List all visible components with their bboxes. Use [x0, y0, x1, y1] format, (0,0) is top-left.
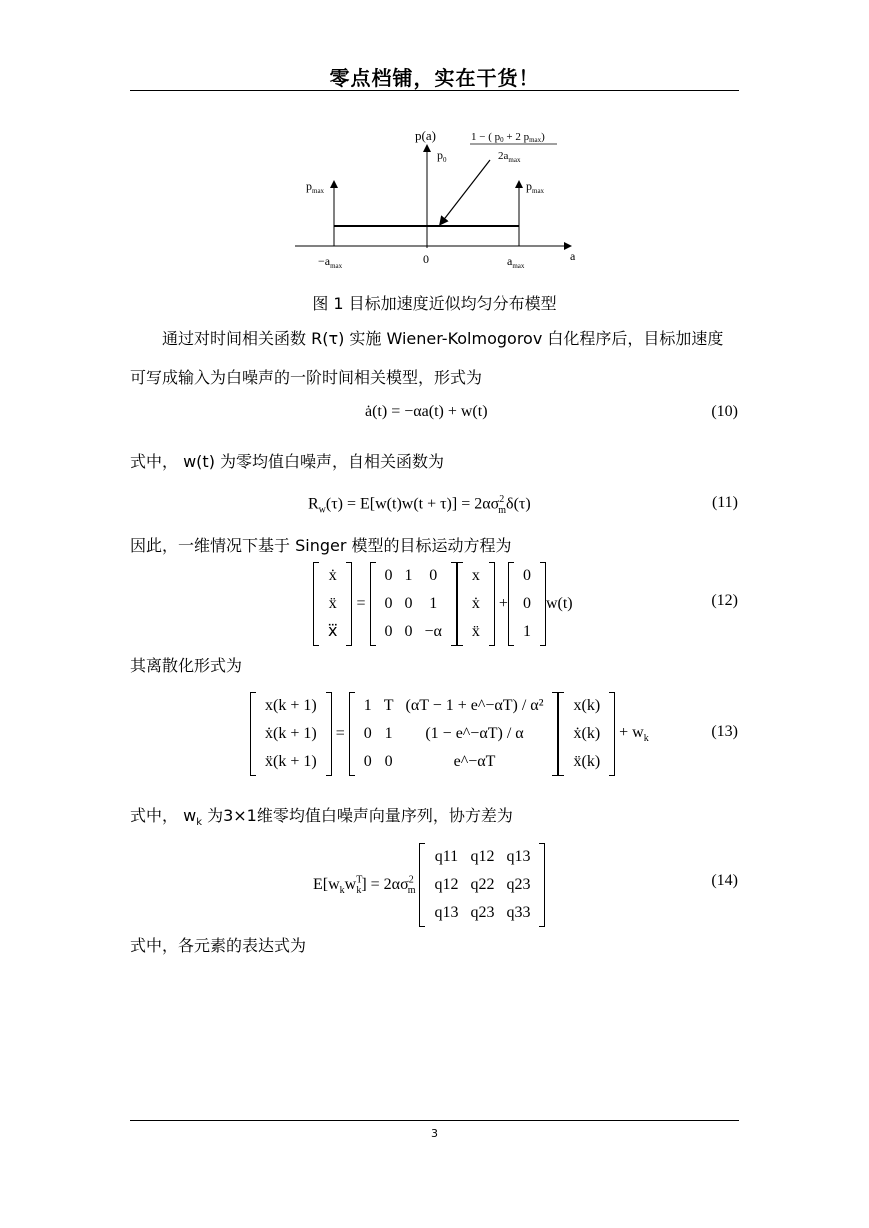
- page-number: 3: [431, 1127, 438, 1140]
- fraction-denominator: $2a_{max}$: [498, 150, 521, 164]
- equation-13-number: (13): [711, 723, 738, 740]
- paragraph-6: 式中，各元素的表达式为: [130, 936, 307, 955]
- pmax-left-label: $p_{max}$: [306, 179, 325, 195]
- header-rule: [130, 90, 739, 91]
- neg-amax-label: $-a_{max}$: [318, 254, 343, 270]
- pmax-right-label: $p_{max}$: [526, 179, 545, 195]
- eq12-input-vector: 0 0 1: [508, 562, 546, 646]
- eq13-state-vector: x(k) ẋ(k) ẍ(k): [558, 692, 615, 776]
- figure-caption: 图 1 目标加速度近似均匀分布模型: [312, 294, 557, 313]
- fraction-numerator: 1 − ( p0 + 2 pmax): [471, 131, 545, 144]
- footer-rule: [130, 1120, 739, 1121]
- equation-12: ẋ ẍ x⃛ = 0 1 0 0 0 1 0 0 −α x ẋ ẍ + 0 0 1 w(t): [313, 562, 573, 646]
- equation-10-number: (10): [711, 403, 738, 420]
- equation-11: $R_w(\tau) = E[w(t)w(t + \tau)] = 2\alpha\sigma^2_m\delta(\tau)$: [308, 494, 531, 516]
- page-header: 零点档铺，实在干货！: [329, 66, 540, 90]
- eq14-covariance-matrix: q11 q12 q13 q12 q22 q23 q13 q23 q33: [419, 843, 545, 927]
- eq12-state-matrix: 0 1 0 0 0 1 0 0 −α: [370, 562, 457, 646]
- axis-a-label: a: [570, 249, 576, 263]
- equation-12-number: (12): [711, 592, 738, 609]
- paragraph-3: 因此，一维情况下基于 Singer 模型的目标运动方程为: [130, 536, 512, 555]
- equation-13: x(k + 1) ẋ(k + 1) ẍ(k + 1) = 1 T (αT − 1 + e^−αT) / α² 0 1 (1 − e^−αT) / α 0 0 e^−αT x(k) ẋ(k) ẍ(k) + $w_k$: [250, 692, 649, 776]
- eq12-lhs-vector: ẋ ẍ x⃛: [313, 562, 352, 646]
- equation-10: ȧ(t) = −αa(t) + w(t): [365, 403, 488, 420]
- eq13-transition-matrix: 1 T (αT − 1 + e^−αT) / α² 0 1 (1 − e^−αT) / α 0 0 e^−αT: [349, 692, 559, 776]
- amax-label: $a_{max}$: [507, 254, 525, 270]
- equation-14: $E[w_kw^T_k] = 2\alpha\sigma^2_m$ q11 q12 q13 q12 q22 q23 q13 q23 q33: [313, 843, 545, 927]
- paragraph-5: 式中， $w_k$ 为3×1维零均值白噪声向量序列，协方差为: [130, 806, 513, 829]
- paragraph-4: 其离散化形式为: [130, 656, 243, 675]
- p0-label: $p_0$: [437, 148, 447, 164]
- eq13-lhs-vector: x(k + 1) ẋ(k + 1) ẍ(k + 1): [250, 692, 332, 776]
- zero-label: 0: [423, 252, 429, 266]
- uniform-distribution-figure: [280, 118, 590, 278]
- eq12-state-vector: x ẋ ẍ: [457, 562, 495, 646]
- p-a-label: p(a): [415, 128, 436, 143]
- equation-14-number: (14): [711, 872, 738, 889]
- paragraph-1a: 通过对时间相关函数 R(τ) 实施 Wiener-Kolmogorov 白化程序后，目标加速度: [162, 329, 724, 348]
- paragraph-1b: 可写成输入为白噪声的一阶时间相关模型，形式为: [130, 368, 483, 387]
- paragraph-2: 式中， w(t) 为零均值白噪声，自相关函数为: [130, 452, 445, 471]
- equation-11-number: (11): [711, 494, 738, 511]
- annotation-arrow: [442, 160, 490, 222]
